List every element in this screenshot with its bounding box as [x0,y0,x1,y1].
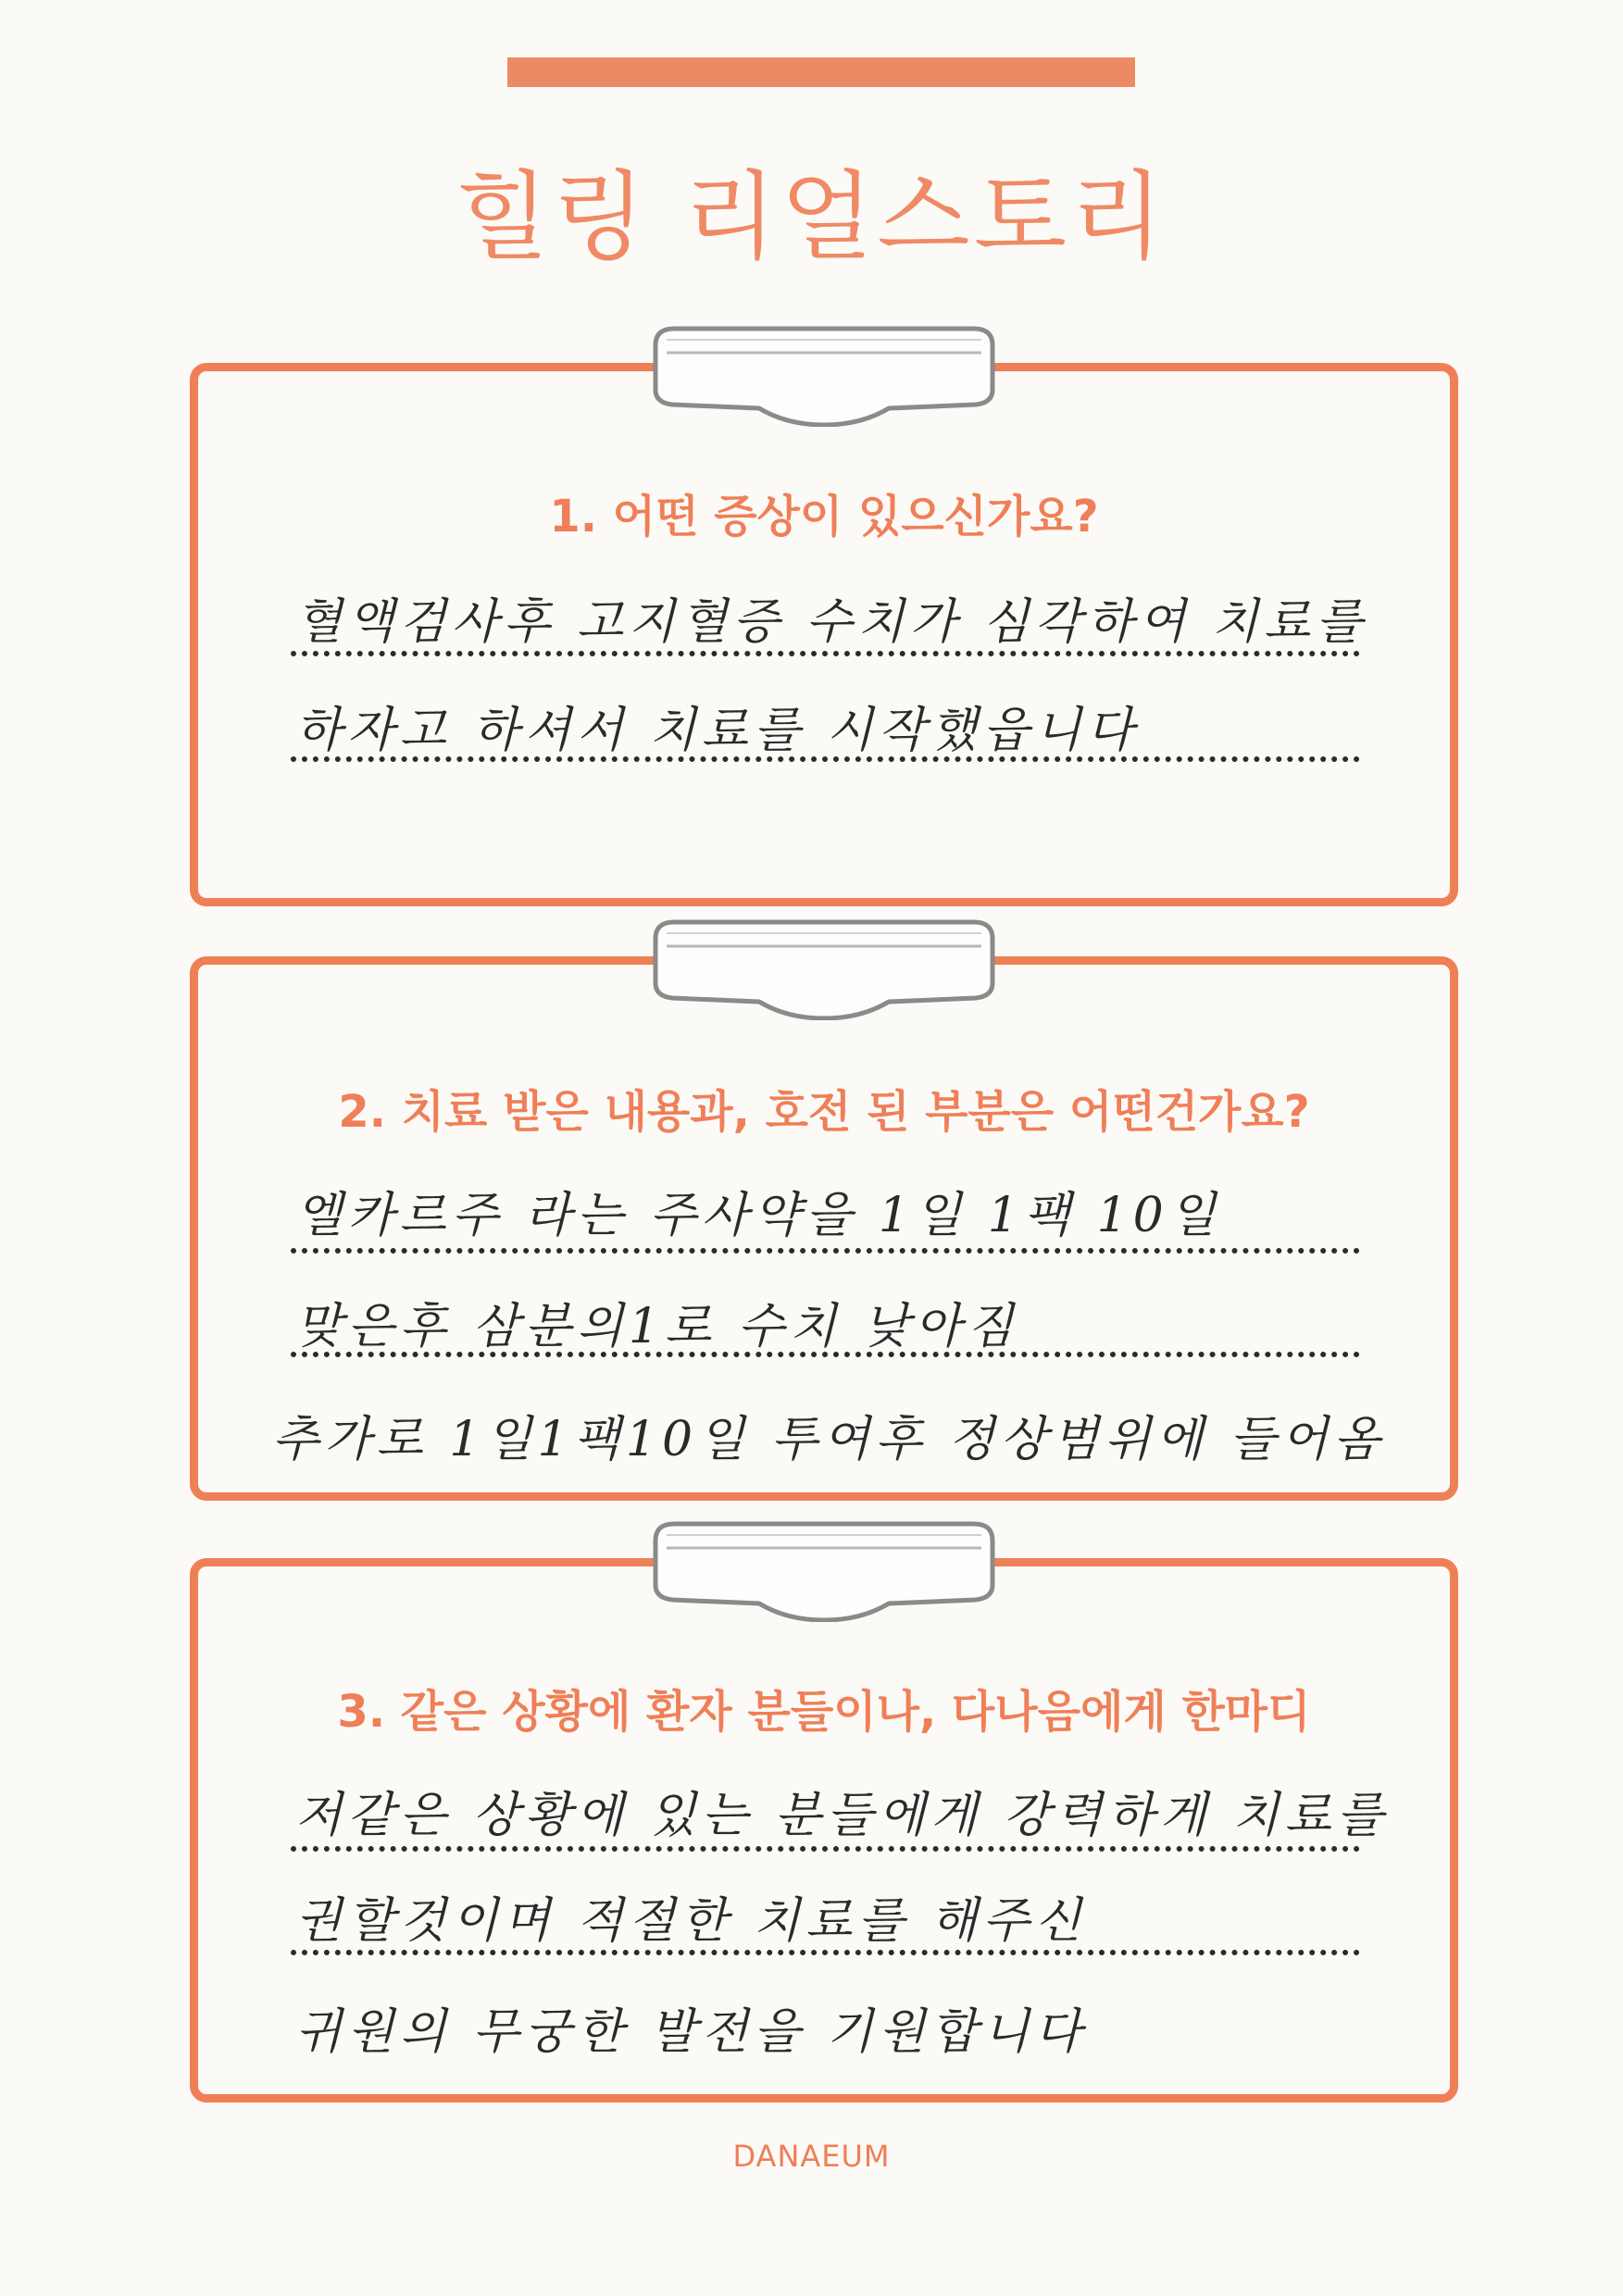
answer-dotted-line [291,651,1360,656]
answer-2-line-1: 엘카르주 라는 주사약을 1일 1팩 10일 [295,1188,1221,1243]
answer-2-line-3: 추가로 1일1팩10일 투여후 정상범위에 들어옴 [272,1412,1386,1467]
clipboard-clip-icon [646,318,1002,427]
answer-3-line-3: 귀원의 무궁한 발전을 기원합니다 [295,2004,1087,2060]
answer-dotted-line [291,1248,1360,1254]
question-3: 3. 같은 상황에 환자 분들이나, 다나음에게 한마디 [337,1686,1311,1738]
answer-dotted-line [291,756,1360,762]
answer-dotted-line [291,1846,1360,1852]
clipboard-clip-icon [646,1513,1002,1622]
page-title: 힐링 리얼스토리 [456,160,1167,273]
top-accent-bar [507,57,1135,87]
answer-3-line-2: 권할것이며 적절한 치료를 해주신 [295,1893,1087,1949]
question-2: 2. 치료 받은 내용과, 호전 된 부분은 어떤건가요? [338,1086,1310,1138]
answer-1-line-2: 하자고 하셔서 치료를 시작했읍니다 [295,703,1140,758]
brand-footer: DANAEUM [732,2139,891,2174]
answer-1-line-1: 혈액검사후 고지혈증 수치가 심각하여 치료를 [295,594,1368,650]
question-1: 1. 어떤 증상이 있으신가요? [549,491,1099,543]
answer-dotted-line [291,1950,1360,1955]
answer-2-line-2: 맞은후 삼분의1로 수치 낮아짐 [295,1299,1019,1354]
question-card-1 [190,363,1458,906]
question-card-2 [190,956,1458,1501]
answer-3-line-1: 저같은 상황에 있는 분들에게 강력하게 치료를 [295,1788,1390,1843]
question-card-3 [190,1558,1458,2103]
clipboard-clip-icon [646,911,1002,1020]
answer-dotted-line [291,1352,1360,1357]
